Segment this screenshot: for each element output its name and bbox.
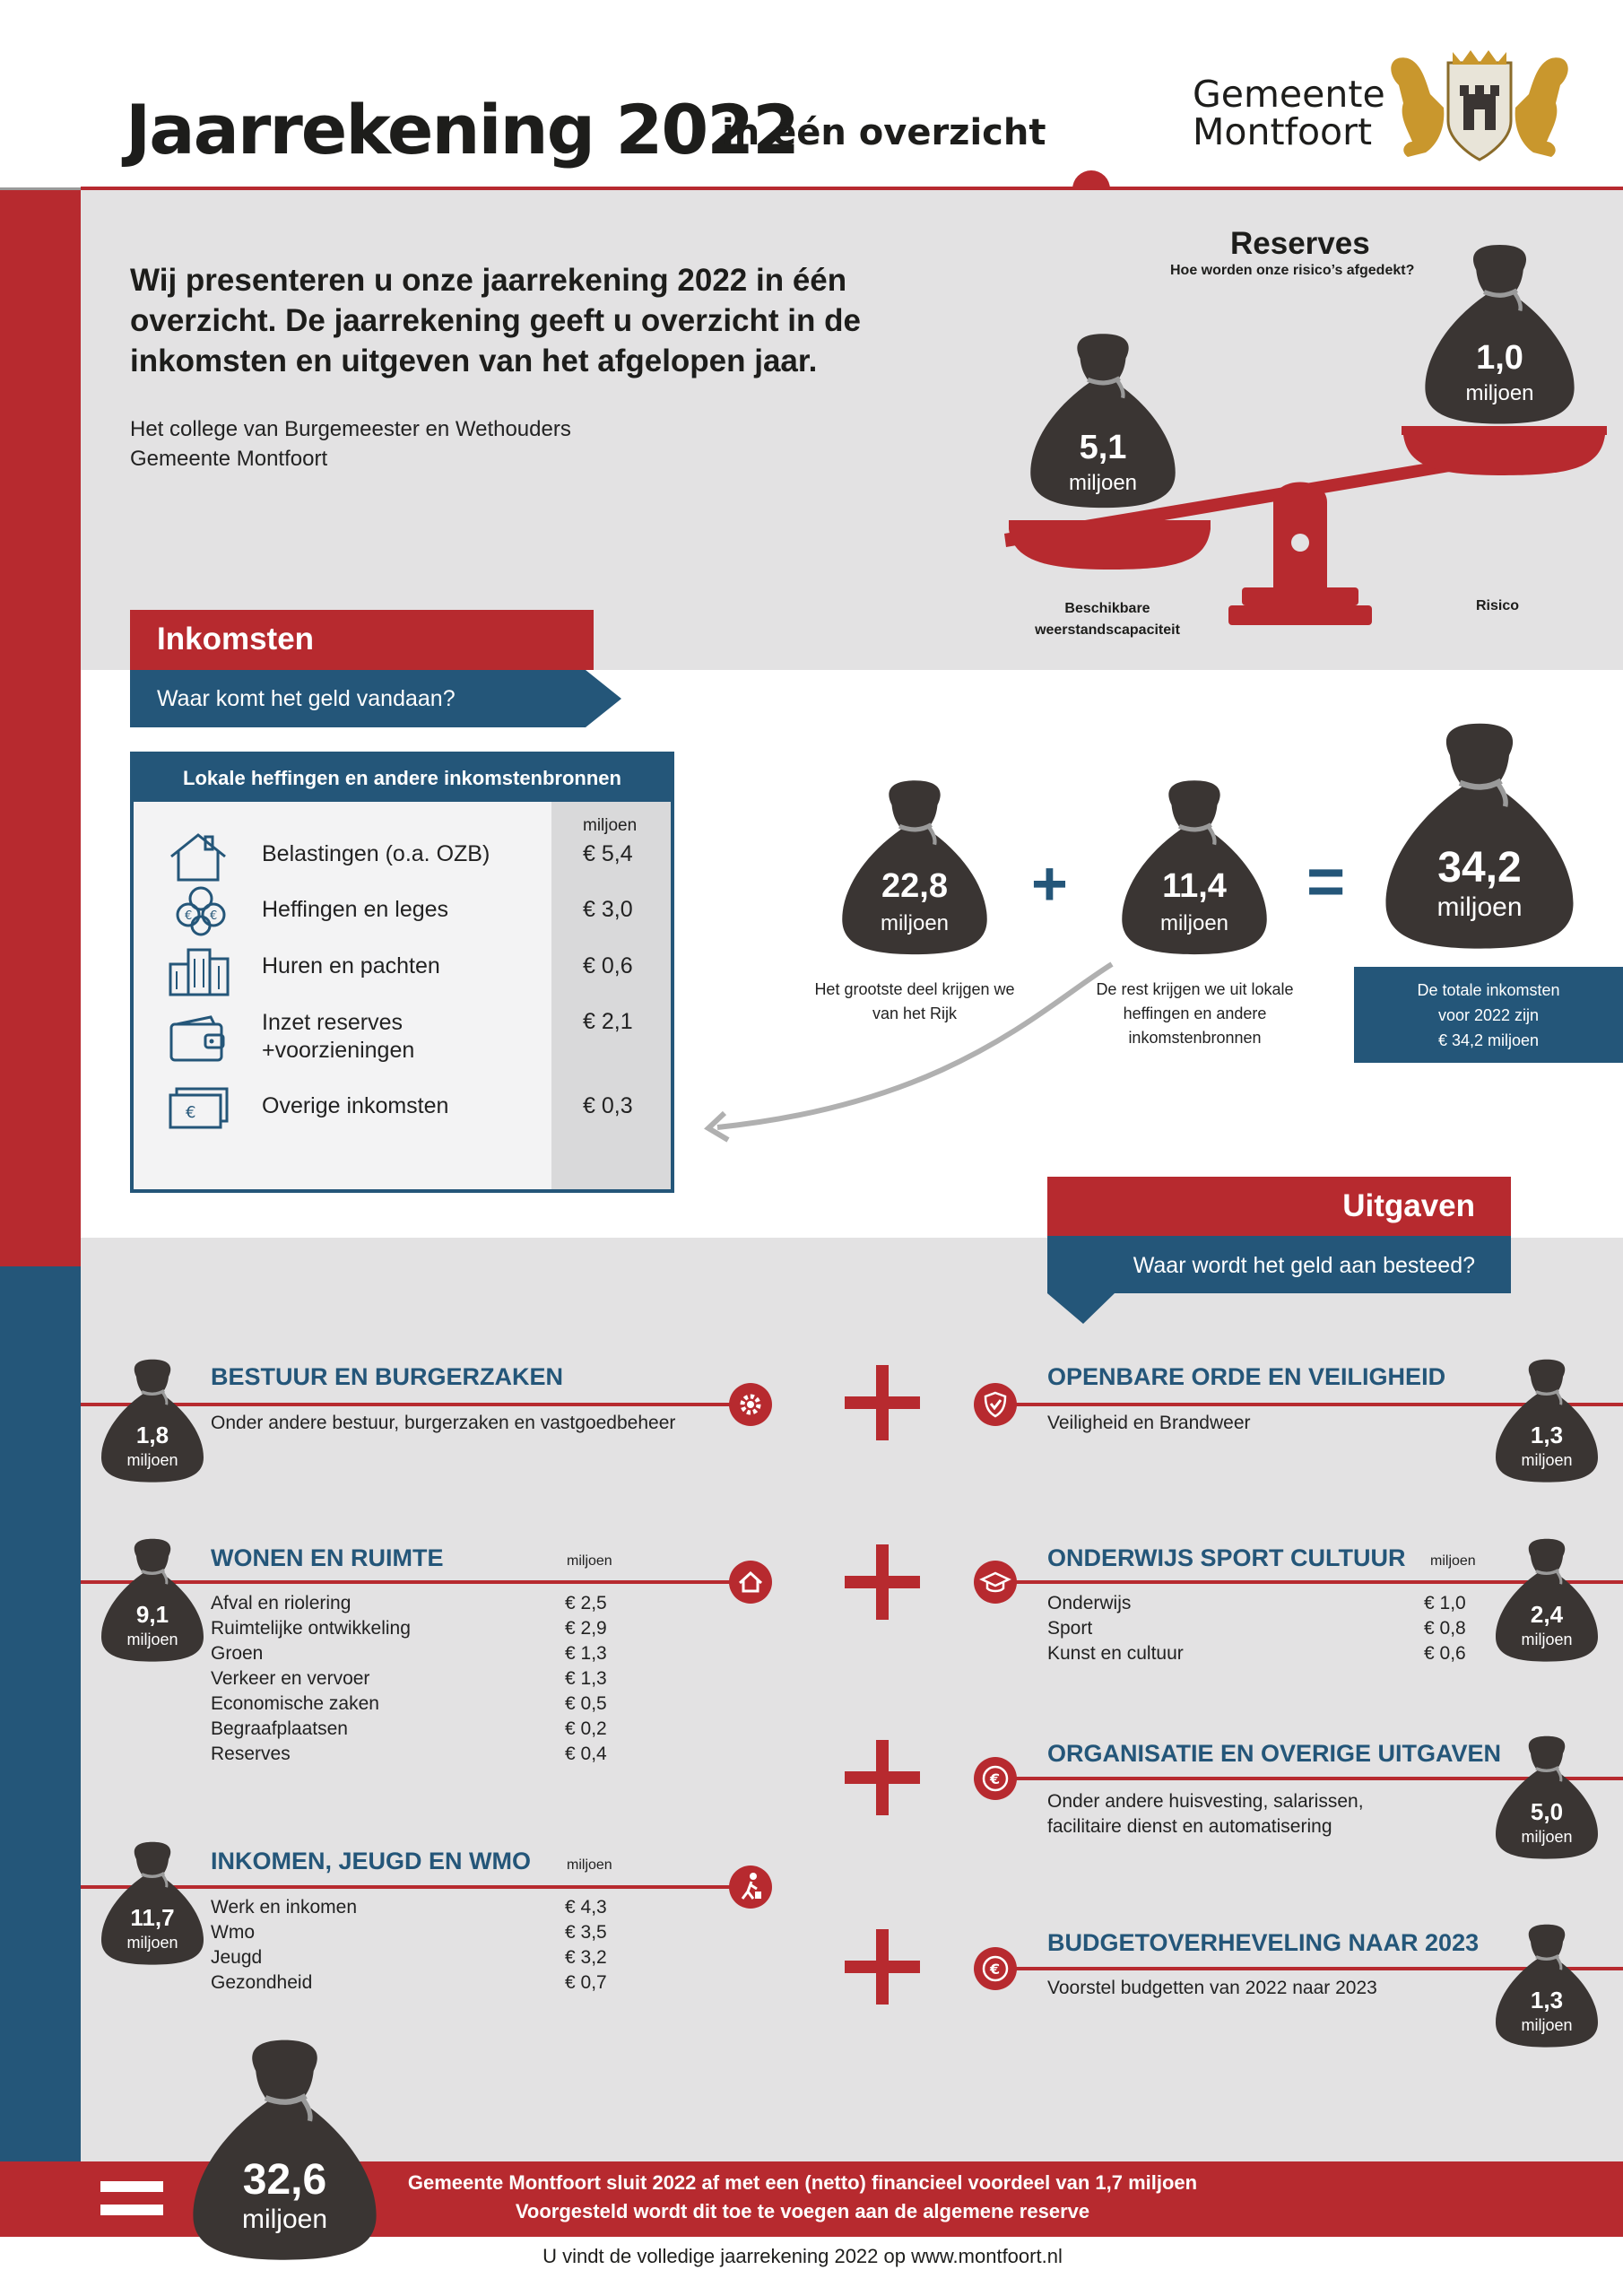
- list-item-value: € 3,2: [565, 1947, 607, 1968]
- expense-unit: miljoen: [1521, 1451, 1573, 1469]
- reserves-left-label: [1004, 598, 1211, 641]
- footer-message: [354, 2169, 1251, 2226]
- expense-amount: 2,4: [1530, 1601, 1564, 1628]
- expenses-question: Waar wordt het geld aan besteed?: [1133, 1253, 1475, 1278]
- svg-text:€: €: [210, 909, 218, 923]
- income-row-label: Overige inkomsten: [262, 1093, 449, 1118]
- banknote-icon: [168, 1085, 230, 1130]
- list-item: [211, 1945, 614, 1970]
- income-row-label: Inzet reserves +voorzieningen: [262, 1010, 415, 1063]
- footer-link-text[interactable]: U vindt de volledige jaarrekening 2022 op www.montfoort.nl: [542, 2245, 1063, 2267]
- list-item-value: € 1,3: [565, 1643, 607, 1664]
- footer-line1: Gemeente Montfoort sluit 2022 af met een (netto) financieel voordeel van 1,7 miljoen: [407, 2171, 1198, 2194]
- list-item-label: Sport: [1047, 1618, 1093, 1639]
- curved-arrow-icon: [699, 955, 1130, 1144]
- reserves-title: Reserves: [1230, 226, 1370, 261]
- expense-title: ONDERWIJS SPORT CULTUUR: [1047, 1544, 1406, 1571]
- income-lokaal-unit: miljoen: [1159, 911, 1229, 935]
- equals-icon: [100, 2181, 163, 2217]
- euro-icon: [973, 1946, 1018, 1991]
- list-item-label: Reserves: [211, 1744, 291, 1764]
- expense-desc: Voorstel budgetten van 2022 naar 2023: [1047, 1978, 1377, 1998]
- income-total-value: 34,2: [1437, 844, 1522, 891]
- shield-check-icon: [973, 1382, 1018, 1427]
- list-item: [211, 1666, 614, 1692]
- list-item: [1047, 1641, 1473, 1666]
- reserves-left-value: 5,1: [1079, 429, 1127, 466]
- income-row-value: € 5,4: [583, 841, 633, 866]
- euro-icon: [973, 1756, 1018, 1801]
- expense-unit: miljoen: [1521, 1828, 1573, 1846]
- expense-title: WONEN EN RUIMTE: [211, 1544, 444, 1571]
- income-row-label: Heffingen en leges: [262, 897, 449, 922]
- list-item: [211, 1641, 614, 1666]
- wallet-icon: [168, 1013, 230, 1064]
- list-item-value: € 0,4: [565, 1744, 607, 1764]
- logo-text: [1193, 75, 1385, 151]
- income-total-caption: [1354, 978, 1623, 1053]
- expense-title: BUDGETOVERHEVELING NAAR 2023: [1047, 1929, 1480, 1956]
- list-item-label: Onderwijs: [1047, 1593, 1132, 1613]
- expense-desc: Onder andere huisvesting, salarissen, facilitaire dienst en automatisering: [1047, 1791, 1364, 1837]
- list-item: [1047, 1616, 1473, 1641]
- caption-lokaal: De rest krijgen we uit lokale heffingen en andere inkomstenbronnen: [1096, 980, 1294, 1047]
- list-item: [211, 1591, 614, 1616]
- list-item-label: Kunst en cultuur: [1047, 1643, 1184, 1664]
- intro-sign-line1: Het college van Burgemeester en Wethouders: [130, 417, 571, 441]
- reserves-left-label1: Beschikbare: [1064, 601, 1150, 616]
- list-item-value: € 2,9: [565, 1618, 607, 1639]
- income-row-value: € 0,6: [583, 953, 633, 978]
- expense-title: OPENBARE ORDE EN VEILIGHEID: [1047, 1363, 1446, 1390]
- list-item: [211, 1616, 614, 1641]
- expense-unit: miljoen: [126, 1451, 178, 1469]
- income-title: Inkomsten: [157, 622, 315, 657]
- page-title: Jaarrekening 2022: [126, 90, 799, 170]
- list-item-value: € 0,5: [565, 1693, 607, 1714]
- house-icon: [168, 831, 229, 883]
- expense-amount: 1,3: [1530, 1422, 1564, 1448]
- reserves-subtitle: Hoe worden onze risico’s afgedekt?: [1170, 263, 1415, 278]
- reserves-left-label2: weerstandscapaciteit: [1035, 622, 1180, 638]
- equals-sign: =: [1306, 844, 1346, 918]
- list-item-value: € 2,5: [565, 1593, 607, 1613]
- plus-icon: [845, 1544, 920, 1620]
- intro-heading: Wij presenteren u onze jaarrekening 2022 in één overzicht. De jaarrekening geeft u overzicht in de inkomsten en uitgeven van het afgelopen jaar.: [130, 263, 861, 378]
- list-item-value: € 0,2: [565, 1718, 607, 1739]
- expense-list: [211, 1895, 614, 1996]
- income-total-caption1: De totale inkomsten: [1417, 981, 1560, 999]
- footer-total-bag: [188, 2013, 381, 2283]
- list-item-label: Wmo: [211, 1922, 255, 1943]
- expense-amount: 11,7: [130, 1904, 175, 1931]
- svg-text:€: €: [186, 1103, 196, 1122]
- list-item: [211, 1895, 614, 1920]
- list-item-label: Ruimtelijke ontwikkeling: [211, 1618, 411, 1639]
- expense-list: [1047, 1591, 1473, 1666]
- income-rijk-value: 22,8: [881, 867, 948, 905]
- left-band-blue: [0, 1266, 81, 2237]
- income-table-header-text: Lokale heffingen en andere inkomstenbronnen: [183, 767, 621, 789]
- list-item-value: € 4,3: [565, 1897, 607, 1918]
- expense-amount: 1,3: [1530, 1987, 1564, 2013]
- list-item-value: € 0,6: [1424, 1643, 1466, 1664]
- reserves-left-unit: miljoen: [1068, 471, 1138, 495]
- footer-total-unit: miljoen: [241, 2205, 328, 2234]
- expense-unit: miljoen: [126, 1934, 178, 1952]
- list-item-label: Verkeer en vervoer: [211, 1668, 370, 1689]
- income-row-value: € 3,0: [583, 897, 633, 922]
- expense-title: INKOMEN, JEUGD EN WMO: [211, 1848, 532, 1874]
- list-item: [211, 1742, 614, 1767]
- page-subtitle: in één overzicht: [722, 112, 1046, 153]
- list-item-label: Gezondheid: [211, 1972, 313, 1993]
- plus-icon: [845, 1740, 920, 1815]
- intro-sign-line2: Gemeente Montfoort: [130, 447, 328, 471]
- list-item-value: € 3,5: [565, 1922, 607, 1943]
- list-item-label: Werk en inkomen: [211, 1897, 358, 1918]
- list-item-label: Afval en riolering: [211, 1593, 352, 1613]
- income-row-value: € 0,3: [583, 1093, 633, 1118]
- person-walking-icon: [728, 1865, 773, 1909]
- intro-signature: [130, 414, 571, 474]
- income-rijk-unit: miljoen: [880, 911, 950, 935]
- reserves-right-label: Risico: [1475, 598, 1519, 613]
- expense-amount: 1,8: [135, 1422, 169, 1448]
- expense-unit-label: miljoen: [567, 1553, 612, 1569]
- list-item-value: € 1,3: [565, 1668, 607, 1689]
- coins-icon: [172, 886, 230, 936]
- expense-desc: Veiligheid en Brandweer: [1047, 1413, 1251, 1433]
- list-item-value: € 1,0: [1424, 1593, 1466, 1613]
- list-item-value: € 0,8: [1424, 1618, 1466, 1639]
- reserves-right-unit: miljoen: [1465, 381, 1534, 405]
- list-item: [211, 1717, 614, 1742]
- income-lokaal-value: 11,4: [1162, 867, 1227, 905]
- list-item: [211, 1692, 614, 1717]
- list-item-label: Begraafplaatsen: [211, 1718, 348, 1739]
- house-icon: [728, 1560, 773, 1605]
- svg-text:€: €: [990, 1961, 1001, 1978]
- list-item: [1047, 1591, 1473, 1616]
- expense-unit-label: miljoen: [567, 1857, 612, 1873]
- expense-list: [211, 1591, 614, 1767]
- list-item-label: Jeugd: [211, 1947, 263, 1968]
- expense-title: ORGANISATIE EN OVERIGE UITGAVEN: [1047, 1740, 1502, 1767]
- expense-unit: miljoen: [1521, 1631, 1573, 1648]
- caption-rijk: Het grootste deel krijgen we van het Rijk: [814, 980, 1015, 1022]
- footer-total-value: 32,6: [242, 2156, 327, 2204]
- plus-sign: +: [1031, 848, 1068, 918]
- buildings-icon: [168, 944, 232, 996]
- graduation-cap-icon: [973, 1560, 1018, 1605]
- reserves-right-value: 1,0: [1476, 339, 1523, 377]
- logo-line1: Gemeente: [1193, 73, 1385, 116]
- expense-amount: 5,0: [1530, 1798, 1564, 1825]
- svg-text:€: €: [185, 909, 193, 923]
- list-item-value: € 0,7: [565, 1972, 607, 1993]
- list-item: [211, 1970, 614, 1996]
- expense-title: BESTUUR EN BURGERZAKEN: [211, 1363, 564, 1390]
- income-total-unit: miljoen: [1436, 892, 1523, 922]
- left-band-red: [0, 190, 81, 1266]
- list-item-label: Economische zaken: [211, 1693, 379, 1714]
- plus-icon: [845, 1929, 920, 2005]
- logo-line2: Montfoort: [1193, 110, 1373, 153]
- list-item: [211, 1920, 614, 1945]
- income-question: Waar komt het geld vandaan?: [157, 686, 456, 711]
- income-row-value: € 2,1: [583, 1009, 633, 1034]
- income-total-caption2: voor 2022 zijn: [1437, 1006, 1540, 1024]
- income-unit-header: miljoen: [583, 816, 638, 835]
- expense-desc: Onder andere bestuur, burgerzaken en vastgoedbeheer: [211, 1413, 676, 1433]
- expense-unit: miljoen: [126, 1631, 178, 1648]
- income-total-caption3: € 34,2 miljoen: [1437, 1031, 1540, 1049]
- income-row-label: Huren en pachten: [262, 953, 440, 978]
- expense-unit: miljoen: [1521, 2016, 1573, 2034]
- coat-of-arms-logo: [1381, 45, 1578, 170]
- svg-text:€: €: [990, 1770, 1001, 1787]
- expense-unit-label: miljoen: [1430, 1553, 1476, 1569]
- expenses-title: Uitgaven: [1342, 1188, 1475, 1223]
- expenses-question-banner: [1047, 1236, 1511, 1326]
- plus-icon: [845, 1365, 920, 1440]
- list-item-label: Groen: [211, 1643, 264, 1664]
- gear-icon: [728, 1382, 773, 1427]
- expense-amount: 9,1: [135, 1601, 169, 1628]
- footer-line2: Voorgesteld wordt dit toe te voegen aan de algemene reserve: [515, 2200, 1090, 2222]
- footer-band-left: [0, 2161, 81, 2237]
- income-row-label: Belastingen (o.a. OZB): [262, 841, 490, 866]
